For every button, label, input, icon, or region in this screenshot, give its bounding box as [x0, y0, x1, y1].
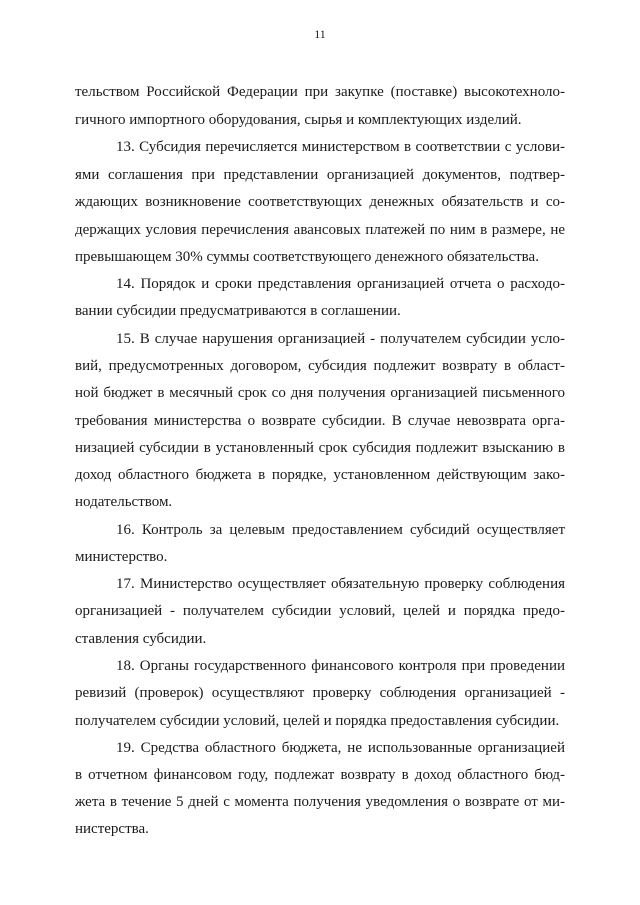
page-number: 11: [314, 27, 326, 41]
text-line: вий, предусмотренных договором, субсидия подлежит возврату в област-: [75, 358, 565, 374]
text-line: ставления субсидии.: [75, 631, 207, 647]
text-line: превышающем 30% суммы соответствующего денежного обязательства.: [75, 249, 539, 265]
text-line: ждающих возникновение соответствующих денежных обязательств и со-: [75, 194, 565, 210]
paragraph-15-start: 15. В случае нарушения организацией - получателем субсидии усло-: [116, 331, 565, 347]
text-line: доход областного бюджета в порядке, установленном действующим зако-: [75, 467, 565, 483]
text-line: министерство.: [75, 549, 168, 565]
paragraph-19-start: 19. Средства областного бюджета, не использованные организацией: [116, 740, 565, 756]
text-line: вании субсидии предусматриваются в соглашении.: [75, 303, 401, 319]
paragraph-17-start: 17. Министерство осуществляет обязательную проверку соблюдения: [116, 576, 565, 592]
text-line: ной бюджет в месячный срок со дня получения организацией письменного: [75, 385, 565, 401]
text-line: организацией - получателем субсидии условий, целей и порядка предо-: [75, 603, 565, 619]
text-line: жета в течение 5 дней с момента получения уведомления о возврате от ми-: [75, 794, 565, 810]
text-line: получателем субсидии условий, целей и порядка предоставления субсидии.: [75, 713, 560, 729]
text-line: в отчетном финансовом году, подлежат возврату в доход областного бюд-: [75, 767, 565, 783]
text-line: требования министерства о возврате субсидии. В случае невозврата орга-: [75, 413, 565, 429]
text-line: ями соглашения при представлении организацией документов, подтвер-: [75, 167, 565, 183]
text-line: ревизий (проверок) осуществляют проверку соблюдения организацией -: [75, 685, 565, 701]
text-line: нистерства.: [75, 821, 149, 837]
text-line: тельством Российской Федерации при закупке (поставке) высокотехноло-: [75, 84, 565, 100]
paragraph-16-start: 16. Контроль за целевым предоставлением субсидий осуществляет: [116, 522, 565, 538]
text-line: низацией субсидии в установленный срок субсидия подлежит взысканию в: [75, 440, 565, 456]
text-line: нодательством.: [75, 494, 173, 510]
paragraph-14-start: 14. Порядок и сроки представления организацией отчета о расходо-: [116, 276, 565, 292]
text-line: держащих условия перечисления авансовых платежей по ним в размере, не: [75, 222, 565, 238]
text-line: гичного импортного оборудования, сырья и комплектующих изделий.: [75, 112, 522, 128]
paragraph-13-start: 13. Субсидия перечисляется министерством в соответствии с услови-: [116, 139, 565, 155]
paragraph-18-start: 18. Органы государственного финансового контроля при проведении: [116, 658, 565, 674]
